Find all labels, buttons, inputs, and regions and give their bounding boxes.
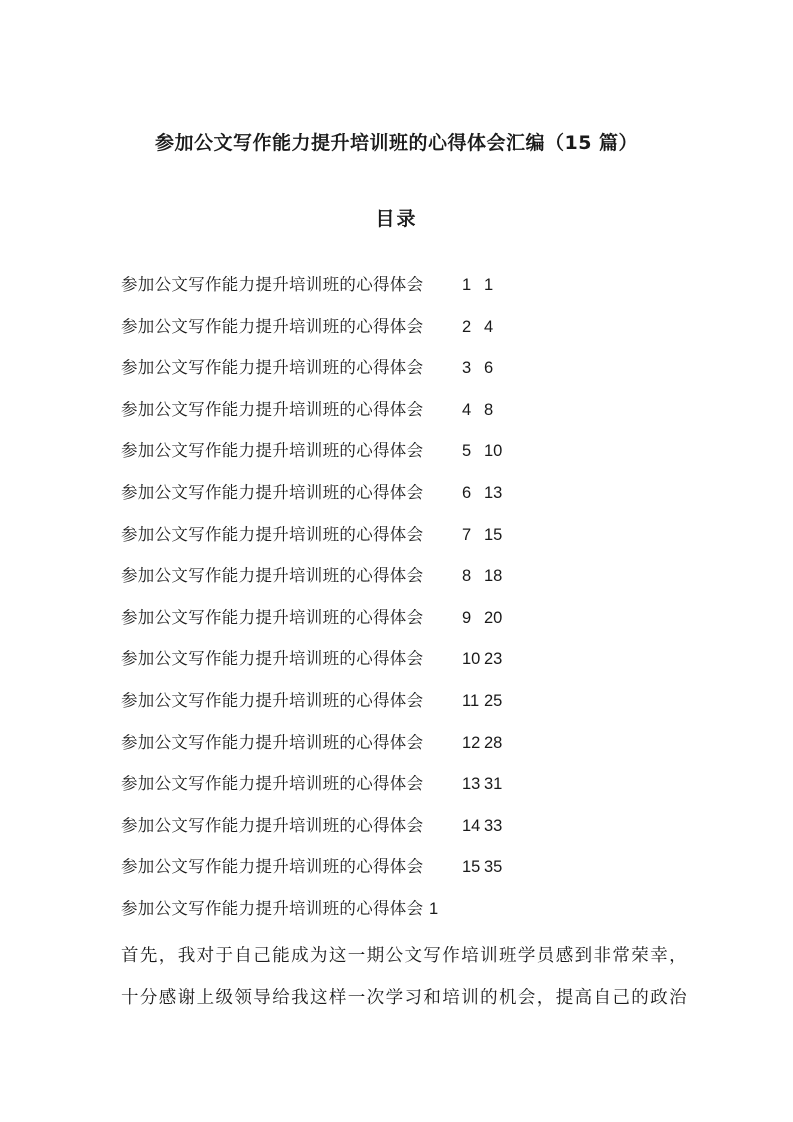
section-heading-number: 1 — [428, 900, 439, 918]
toc-entry-number: 3 — [462, 359, 472, 378]
toc-entry-title: 参加公文写作能力提升培训班的心得体会 — [121, 441, 424, 461]
toc-entry-title: 参加公文写作能力提升培训班的心得体会 — [121, 358, 424, 378]
toc-entry[interactable] — [121, 438, 681, 480]
toc-entry-title: 参加公文写作能力提升培训班的心得体会 — [121, 732, 424, 752]
toc-heading: 目录 — [375, 208, 418, 230]
toc-entry-number: 14 — [462, 816, 481, 835]
toc-entry[interactable] — [121, 522, 681, 564]
toc-entry-title: 参加公文写作能力提升培训班的心得体会 — [121, 399, 424, 419]
toc-entry-page: 13 — [484, 483, 503, 502]
table-of-contents — [121, 272, 681, 896]
toc-entry-page: 18 — [484, 567, 503, 586]
toc-entry[interactable] — [121, 397, 681, 439]
toc-entry-number: 2 — [462, 317, 472, 336]
toc-entry[interactable] — [121, 771, 681, 813]
toc-entry-page: 28 — [484, 733, 503, 752]
document-title: 参加公文写作能力提升培训班的心得体会汇编（15 篇） — [154, 132, 639, 154]
toc-entry-page: 4 — [484, 317, 494, 336]
toc-entry-page: 25 — [484, 691, 503, 710]
toc-entry-title: 参加公文写作能力提升培训班的心得体会 — [121, 690, 424, 710]
section-heading-text: 参加公文写作能力提升培训班的心得体会 — [121, 899, 424, 918]
toc-entry-title: 参加公文写作能力提升培训班的心得体会 — [121, 649, 424, 669]
body-line: 首先，我对于自己能成为这一期公文写作培训班学员感到非常荣幸， — [121, 946, 688, 966]
toc-entry-number: 13 — [462, 775, 481, 794]
toc-entry-page: 33 — [484, 816, 503, 835]
toc-entry-page: 1 — [484, 276, 494, 294]
toc-entry-page: 8 — [484, 400, 494, 419]
toc-entry-page: 10 — [484, 442, 503, 461]
toc-entry-number: 4 — [462, 400, 472, 419]
toc-entry[interactable] — [121, 314, 681, 356]
toc-entry[interactable] — [121, 646, 681, 688]
toc-entry-number: 10 — [462, 650, 481, 669]
toc-entry-title: 参加公文写作能力提升培训班的心得体会 — [121, 316, 424, 336]
toc-entry[interactable] — [121, 480, 681, 522]
toc-entry[interactable] — [121, 688, 681, 730]
toc-entry-number: 5 — [462, 442, 472, 461]
toc-entry-number: 1 — [462, 276, 472, 294]
toc-entry[interactable] — [121, 272, 681, 314]
section-heading — [121, 896, 438, 922]
toc-entry-number: 15 — [462, 858, 481, 877]
toc-entry-number: 12 — [462, 733, 481, 752]
toc-entry-title: 参加公文写作能力提升培训班的心得体会 — [121, 815, 424, 835]
toc-entry-title: 参加公文写作能力提升培训班的心得体会 — [121, 857, 424, 877]
toc-entry-title: 参加公文写作能力提升培训班的心得体会 — [121, 774, 424, 794]
toc-entry-title: 参加公文写作能力提升培训班的心得体会 — [121, 607, 424, 627]
toc-entry[interactable] — [121, 813, 681, 855]
toc-entry-number: 8 — [462, 567, 472, 586]
toc-entry-number: 7 — [462, 525, 472, 544]
body-line: 十分感谢上级领导给我这样一次学习和培训的机会，提高自己的政治 — [121, 987, 688, 1008]
body-paragraph — [121, 936, 688, 1019]
toc-entry-number: 6 — [462, 483, 472, 502]
toc-entry-number: 11 — [462, 691, 480, 710]
toc-entry-page: 35 — [484, 858, 503, 877]
toc-entry-page: 6 — [484, 359, 494, 378]
toc-entry-page: 15 — [484, 525, 503, 544]
toc-entry-title: 参加公文写作能力提升培训班的心得体会 — [121, 524, 424, 544]
toc-entry[interactable] — [121, 854, 681, 896]
toc-entry-number: 9 — [462, 608, 472, 627]
toc-entry-page: 20 — [484, 608, 503, 627]
toc-entry-title: 参加公文写作能力提升培训班的心得体会 — [121, 275, 424, 294]
toc-entry[interactable] — [121, 730, 681, 772]
toc-entry-title: 参加公文写作能力提升培训班的心得体会 — [121, 566, 424, 586]
toc-entry-page: 23 — [484, 650, 503, 669]
toc-entry-title: 参加公文写作能力提升培训班的心得体会 — [121, 482, 424, 502]
toc-entry[interactable] — [121, 605, 681, 647]
toc-entry[interactable] — [121, 355, 681, 397]
toc-entry-page: 31 — [484, 775, 503, 794]
toc-entry[interactable] — [121, 563, 681, 605]
